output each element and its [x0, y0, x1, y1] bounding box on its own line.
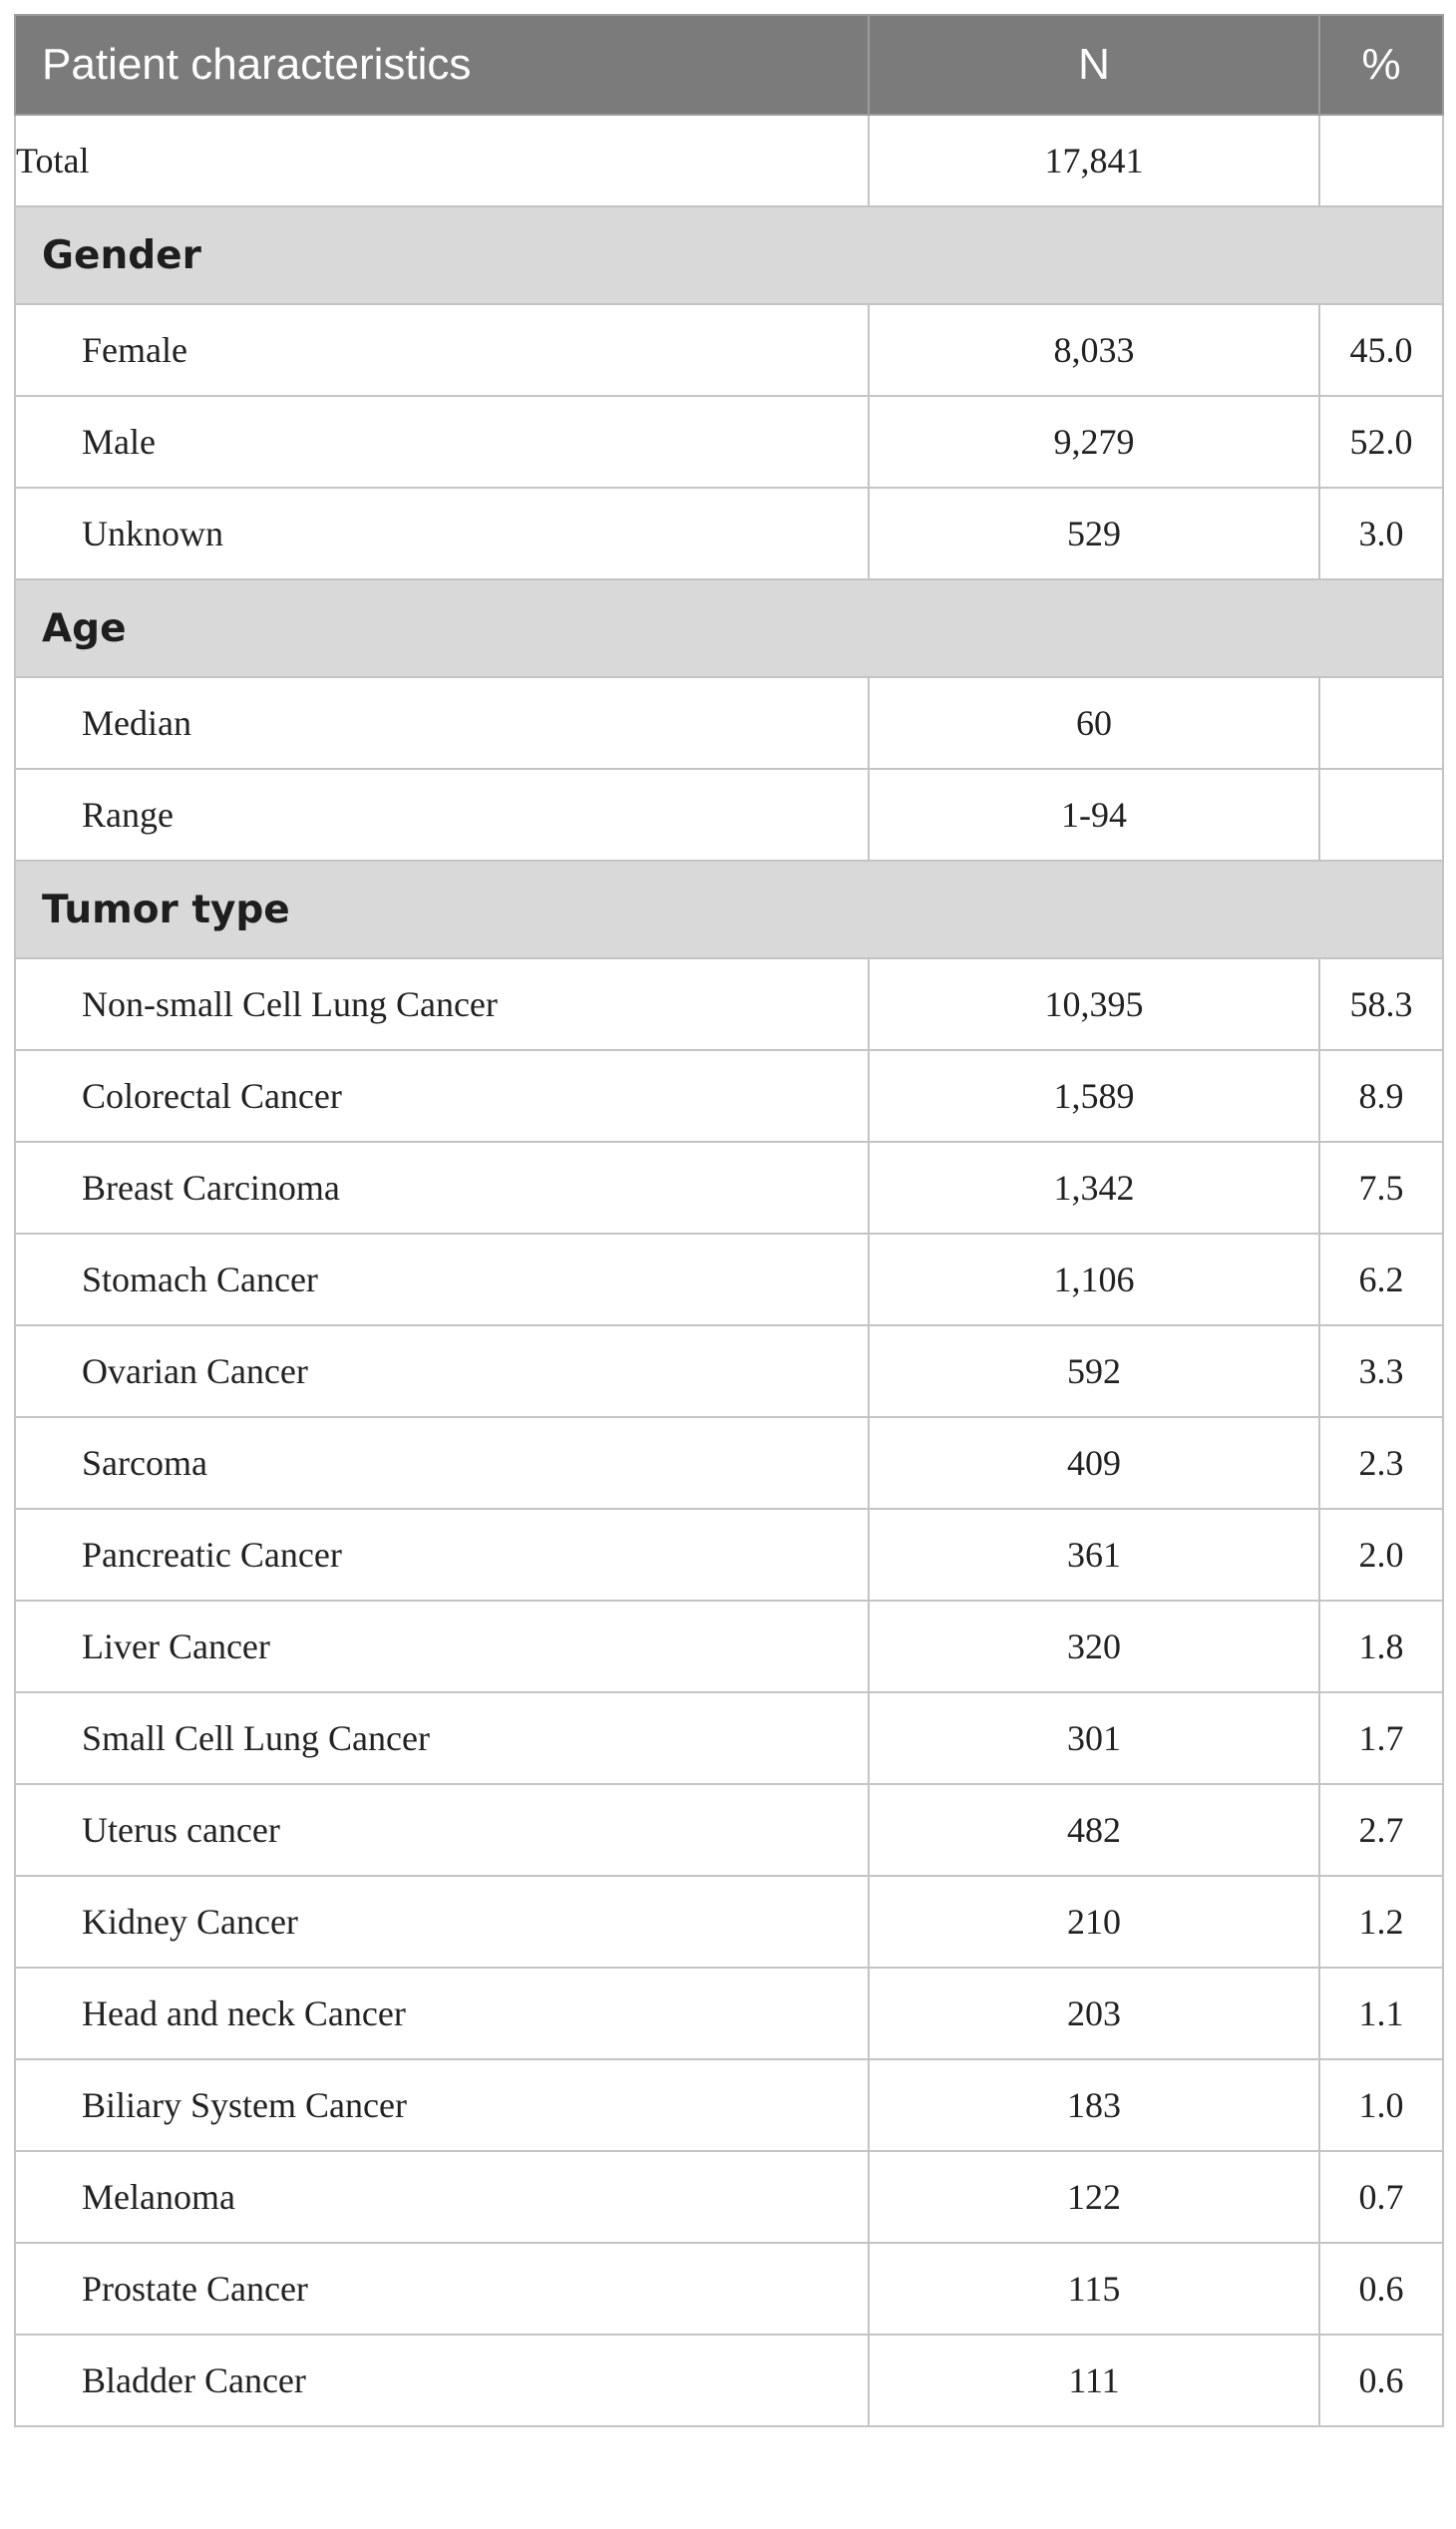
table-row	[15, 2059, 1443, 2151]
table-row	[15, 1601, 1443, 1692]
table-row	[15, 1968, 1443, 2059]
row-percent	[1319, 769, 1443, 861]
section-title: Tumor type	[15, 861, 1443, 958]
row-label: Biliary System Cancer	[15, 2059, 869, 2151]
row-n: 122	[869, 2151, 1319, 2243]
table-row	[15, 2151, 1443, 2243]
row-percent: 2.0	[1319, 1509, 1443, 1601]
row-percent: 3.3	[1319, 1325, 1443, 1417]
table-row	[15, 1234, 1443, 1325]
row-label: Median	[15, 677, 869, 769]
table-row	[15, 2243, 1443, 2335]
row-label: Liver Cancer	[15, 1601, 869, 1692]
row-label: Colorectal Cancer	[15, 1050, 869, 1142]
row-n: 320	[869, 1601, 1319, 1692]
row-n: 1,342	[869, 1142, 1319, 1234]
header-n: N	[869, 15, 1319, 115]
table-row	[15, 1142, 1443, 1234]
table-row	[15, 1784, 1443, 1876]
row-n: 592	[869, 1325, 1319, 1417]
table-row	[15, 769, 1443, 861]
row-percent: 45.0	[1319, 304, 1443, 396]
row-n: 111	[869, 2335, 1319, 2426]
row-percent: 1.2	[1319, 1876, 1443, 1968]
section-gender	[15, 206, 1443, 304]
row-n: 1-94	[869, 769, 1319, 861]
table-row	[15, 1050, 1443, 1142]
row-label: Melanoma	[15, 2151, 869, 2243]
row-n: 8,033	[869, 304, 1319, 396]
row-percent: 0.6	[1319, 2335, 1443, 2426]
row-label: Female	[15, 304, 869, 396]
row-label: Male	[15, 396, 869, 488]
row-label: Prostate Cancer	[15, 2243, 869, 2335]
row-n: 1,106	[869, 1234, 1319, 1325]
row-n: 115	[869, 2243, 1319, 2335]
table-row	[15, 677, 1443, 769]
row-label: Ovarian Cancer	[15, 1325, 869, 1417]
row-n: 361	[869, 1509, 1319, 1601]
table-row	[15, 1325, 1443, 1417]
row-n: 529	[869, 488, 1319, 579]
table-row	[15, 1509, 1443, 1601]
total-n: 17,841	[869, 115, 1319, 206]
row-n: 10,395	[869, 958, 1319, 1050]
row-label: Stomach Cancer	[15, 1234, 869, 1325]
patient-characteristics-table	[14, 14, 1444, 2427]
row-label: Unknown	[15, 488, 869, 579]
total-label: Total	[15, 115, 869, 206]
row-percent: 1.0	[1319, 2059, 1443, 2151]
row-label: Breast Carcinoma	[15, 1142, 869, 1234]
row-n: 210	[869, 1876, 1319, 1968]
row-percent: 2.3	[1319, 1417, 1443, 1509]
row-percent: 1.7	[1319, 1692, 1443, 1784]
row-n: 301	[869, 1692, 1319, 1784]
row-label: Small Cell Lung Cancer	[15, 1692, 869, 1784]
row-n: 203	[869, 1968, 1319, 2059]
row-label: Range	[15, 769, 869, 861]
row-percent: 52.0	[1319, 396, 1443, 488]
header-percent: %	[1319, 15, 1443, 115]
row-label: Bladder Cancer	[15, 2335, 869, 2426]
row-label: Non-small Cell Lung Cancer	[15, 958, 869, 1050]
section-title: Age	[15, 579, 1443, 677]
header-row	[15, 15, 1443, 115]
row-percent: 6.2	[1319, 1234, 1443, 1325]
table-row	[15, 1692, 1443, 1784]
row-percent	[1319, 677, 1443, 769]
row-label: Kidney Cancer	[15, 1876, 869, 1968]
section-tumor-type	[15, 861, 1443, 958]
row-percent: 0.6	[1319, 2243, 1443, 2335]
row-percent: 2.7	[1319, 1784, 1443, 1876]
row-label: Uterus cancer	[15, 1784, 869, 1876]
section-age	[15, 579, 1443, 677]
table-row	[15, 1876, 1443, 1968]
table-row	[15, 1417, 1443, 1509]
row-n: 60	[869, 677, 1319, 769]
table-row	[15, 304, 1443, 396]
row-percent: 3.0	[1319, 488, 1443, 579]
table-row	[15, 396, 1443, 488]
row-n: 482	[869, 1784, 1319, 1876]
row-percent: 1.8	[1319, 1601, 1443, 1692]
row-label: Head and neck Cancer	[15, 1968, 869, 2059]
total-percent	[1319, 115, 1443, 206]
row-percent: 1.1	[1319, 1968, 1443, 2059]
row-n: 1,589	[869, 1050, 1319, 1142]
total-row	[15, 115, 1443, 206]
row-percent: 8.9	[1319, 1050, 1443, 1142]
row-label: Sarcoma	[15, 1417, 869, 1509]
header-characteristics: Patient characteristics	[15, 15, 869, 115]
table-row	[15, 488, 1443, 579]
row-n: 9,279	[869, 396, 1319, 488]
row-percent: 58.3	[1319, 958, 1443, 1050]
table-row	[15, 2335, 1443, 2426]
row-n: 409	[869, 1417, 1319, 1509]
row-label: Pancreatic Cancer	[15, 1509, 869, 1601]
section-title: Gender	[15, 206, 1443, 304]
table-row	[15, 958, 1443, 1050]
row-percent: 0.7	[1319, 2151, 1443, 2243]
row-percent: 7.5	[1319, 1142, 1443, 1234]
row-n: 183	[869, 2059, 1319, 2151]
